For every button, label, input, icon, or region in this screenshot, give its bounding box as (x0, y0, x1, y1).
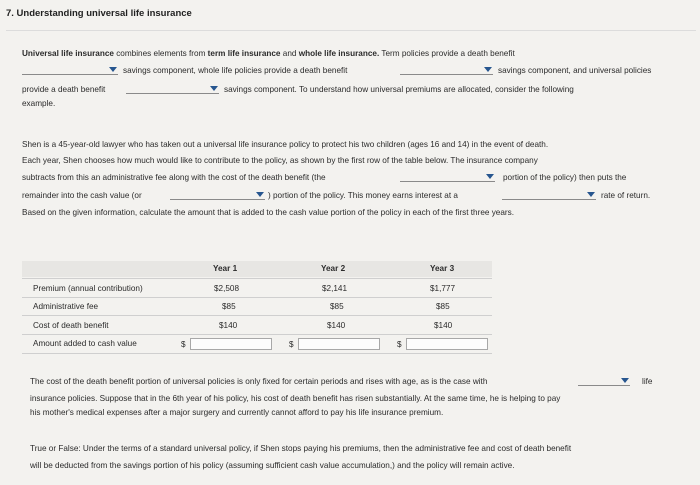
chevron-down-icon (621, 378, 629, 383)
chevron-down-icon (486, 174, 494, 179)
admin-fee-year-1: $85 (222, 302, 236, 311)
death-cost-year-2: $140 (327, 321, 346, 330)
followup-line-2: insurance policies. Suppose that in the 6th year of his policy, his cost of death benefit has risen substantially. At the same time, he is helping to pay (30, 394, 561, 403)
term-savings-dropdown[interactable] (22, 65, 118, 75)
row-label-cash-value: Amount added to cash value (33, 339, 137, 348)
row-label-premium: Premium (annual contribution) (33, 284, 143, 293)
header-year-1: Year 1 (213, 264, 238, 273)
admin-fee-year-2: $85 (330, 302, 344, 311)
scenario-line-4b: ) portion of the policy. This money earns interest at a (268, 191, 458, 200)
death-cost-year-3: $140 (434, 321, 453, 330)
row-divider (22, 278, 492, 279)
chevron-down-icon (109, 67, 117, 72)
chevron-down-icon (210, 86, 218, 91)
intro-line-1: Universal life insurance combines elements from term life insurance and whole life insurance. Term policies provide a death benefit (22, 49, 515, 58)
truefalse-line-1: True or False: Under the terms of a standard universal policy, if Shen stops paying his premiums, then the administrative fee and cost of death benefit (30, 444, 572, 453)
row-divider (22, 315, 492, 316)
truefalse-line-2: will be deducted from the savings portion of his policy (assuming sufficient cash value accumulation,) and the policy will remain active. (30, 461, 515, 470)
scenario-line-4c: rate of return. (601, 191, 651, 200)
intro-line-2b: savings component, and universal policies (498, 66, 652, 75)
question-title: 7. Understanding universal life insurance (6, 8, 192, 19)
cash-value-dropdown[interactable] (170, 190, 265, 200)
header-year-2: Year 2 (321, 264, 346, 273)
intro-line-2a: savings component, whole life policies provide a death benefit (123, 66, 348, 75)
term-whole-life: whole life insurance. (298, 49, 380, 58)
scenario-line-1: Shen is a 45-year-old lawyer who has taken out a universal life insurance policy to protect his two children (ages 16 and 14) in the event of death. (22, 140, 549, 149)
cash-value-year-2-input[interactable] (298, 338, 380, 350)
death-benefit-portion-dropdown[interactable] (400, 172, 495, 182)
premium-year-3: $1,777 (430, 284, 456, 293)
followup-line-1a: The cost of the death benefit portion of universal policies is only fixed for certain periods and rises with age, as is the case with (30, 377, 488, 386)
followup-line-3: his mother's medical expenses after a major surgery and currently cannot afford to pay his life insurance premium. (30, 408, 444, 417)
term-term-life: term life insurance (207, 49, 281, 58)
rate-of-return-dropdown[interactable] (502, 190, 596, 200)
scenario-line-2: Each year, Shen chooses how much would like to contribute to the policy, as shown by the first row of the table below. The insurance company (22, 156, 538, 165)
policy-type-dropdown[interactable] (578, 376, 630, 386)
scenario-line-4a: remainder into the cash value (or (22, 191, 142, 200)
scenario-line-5: Based on the given information, calculate the amount that is added to the cash value portion of the policy in each of the first three years. (22, 208, 515, 217)
universal-savings-dropdown[interactable] (126, 84, 219, 94)
intro-line-3b: savings component. To understand how universal premiums are allocated, consider the following (224, 85, 574, 94)
premium-year-1: $2,508 (214, 284, 240, 293)
table-header-row (22, 261, 492, 277)
row-divider (22, 297, 492, 298)
header-year-3: Year 3 (430, 264, 455, 273)
death-cost-year-1: $140 (219, 321, 238, 330)
scenario-line-3a: subtracts from this an administrative fee along with the cost of the death benefit (the (22, 173, 326, 182)
followup-line-1b: life (642, 377, 653, 386)
cash-value-year-1-input[interactable] (190, 338, 272, 350)
chevron-down-icon (587, 192, 595, 197)
intro-line-4: example. (22, 99, 56, 108)
chevron-down-icon (256, 192, 264, 197)
currency-symbol: $ (181, 340, 186, 349)
term-universal: Universal life insurance (22, 49, 114, 58)
premium-year-2: $2,141 (322, 284, 348, 293)
currency-symbol: $ (289, 340, 294, 349)
intro-line-3a: provide a death benefit (22, 85, 106, 94)
whole-savings-dropdown[interactable] (400, 65, 493, 75)
row-label-admin-fee: Administrative fee (33, 302, 99, 311)
chevron-down-icon (484, 67, 492, 72)
row-label-death-benefit: Cost of death benefit (33, 321, 109, 330)
scenario-line-3b: portion of the policy) then puts the (503, 173, 627, 182)
admin-fee-year-3: $85 (436, 302, 450, 311)
row-divider (22, 334, 492, 335)
currency-symbol: $ (397, 340, 402, 349)
cash-value-year-3-input[interactable] (406, 338, 488, 350)
row-divider (22, 353, 492, 354)
title-divider (6, 30, 696, 31)
